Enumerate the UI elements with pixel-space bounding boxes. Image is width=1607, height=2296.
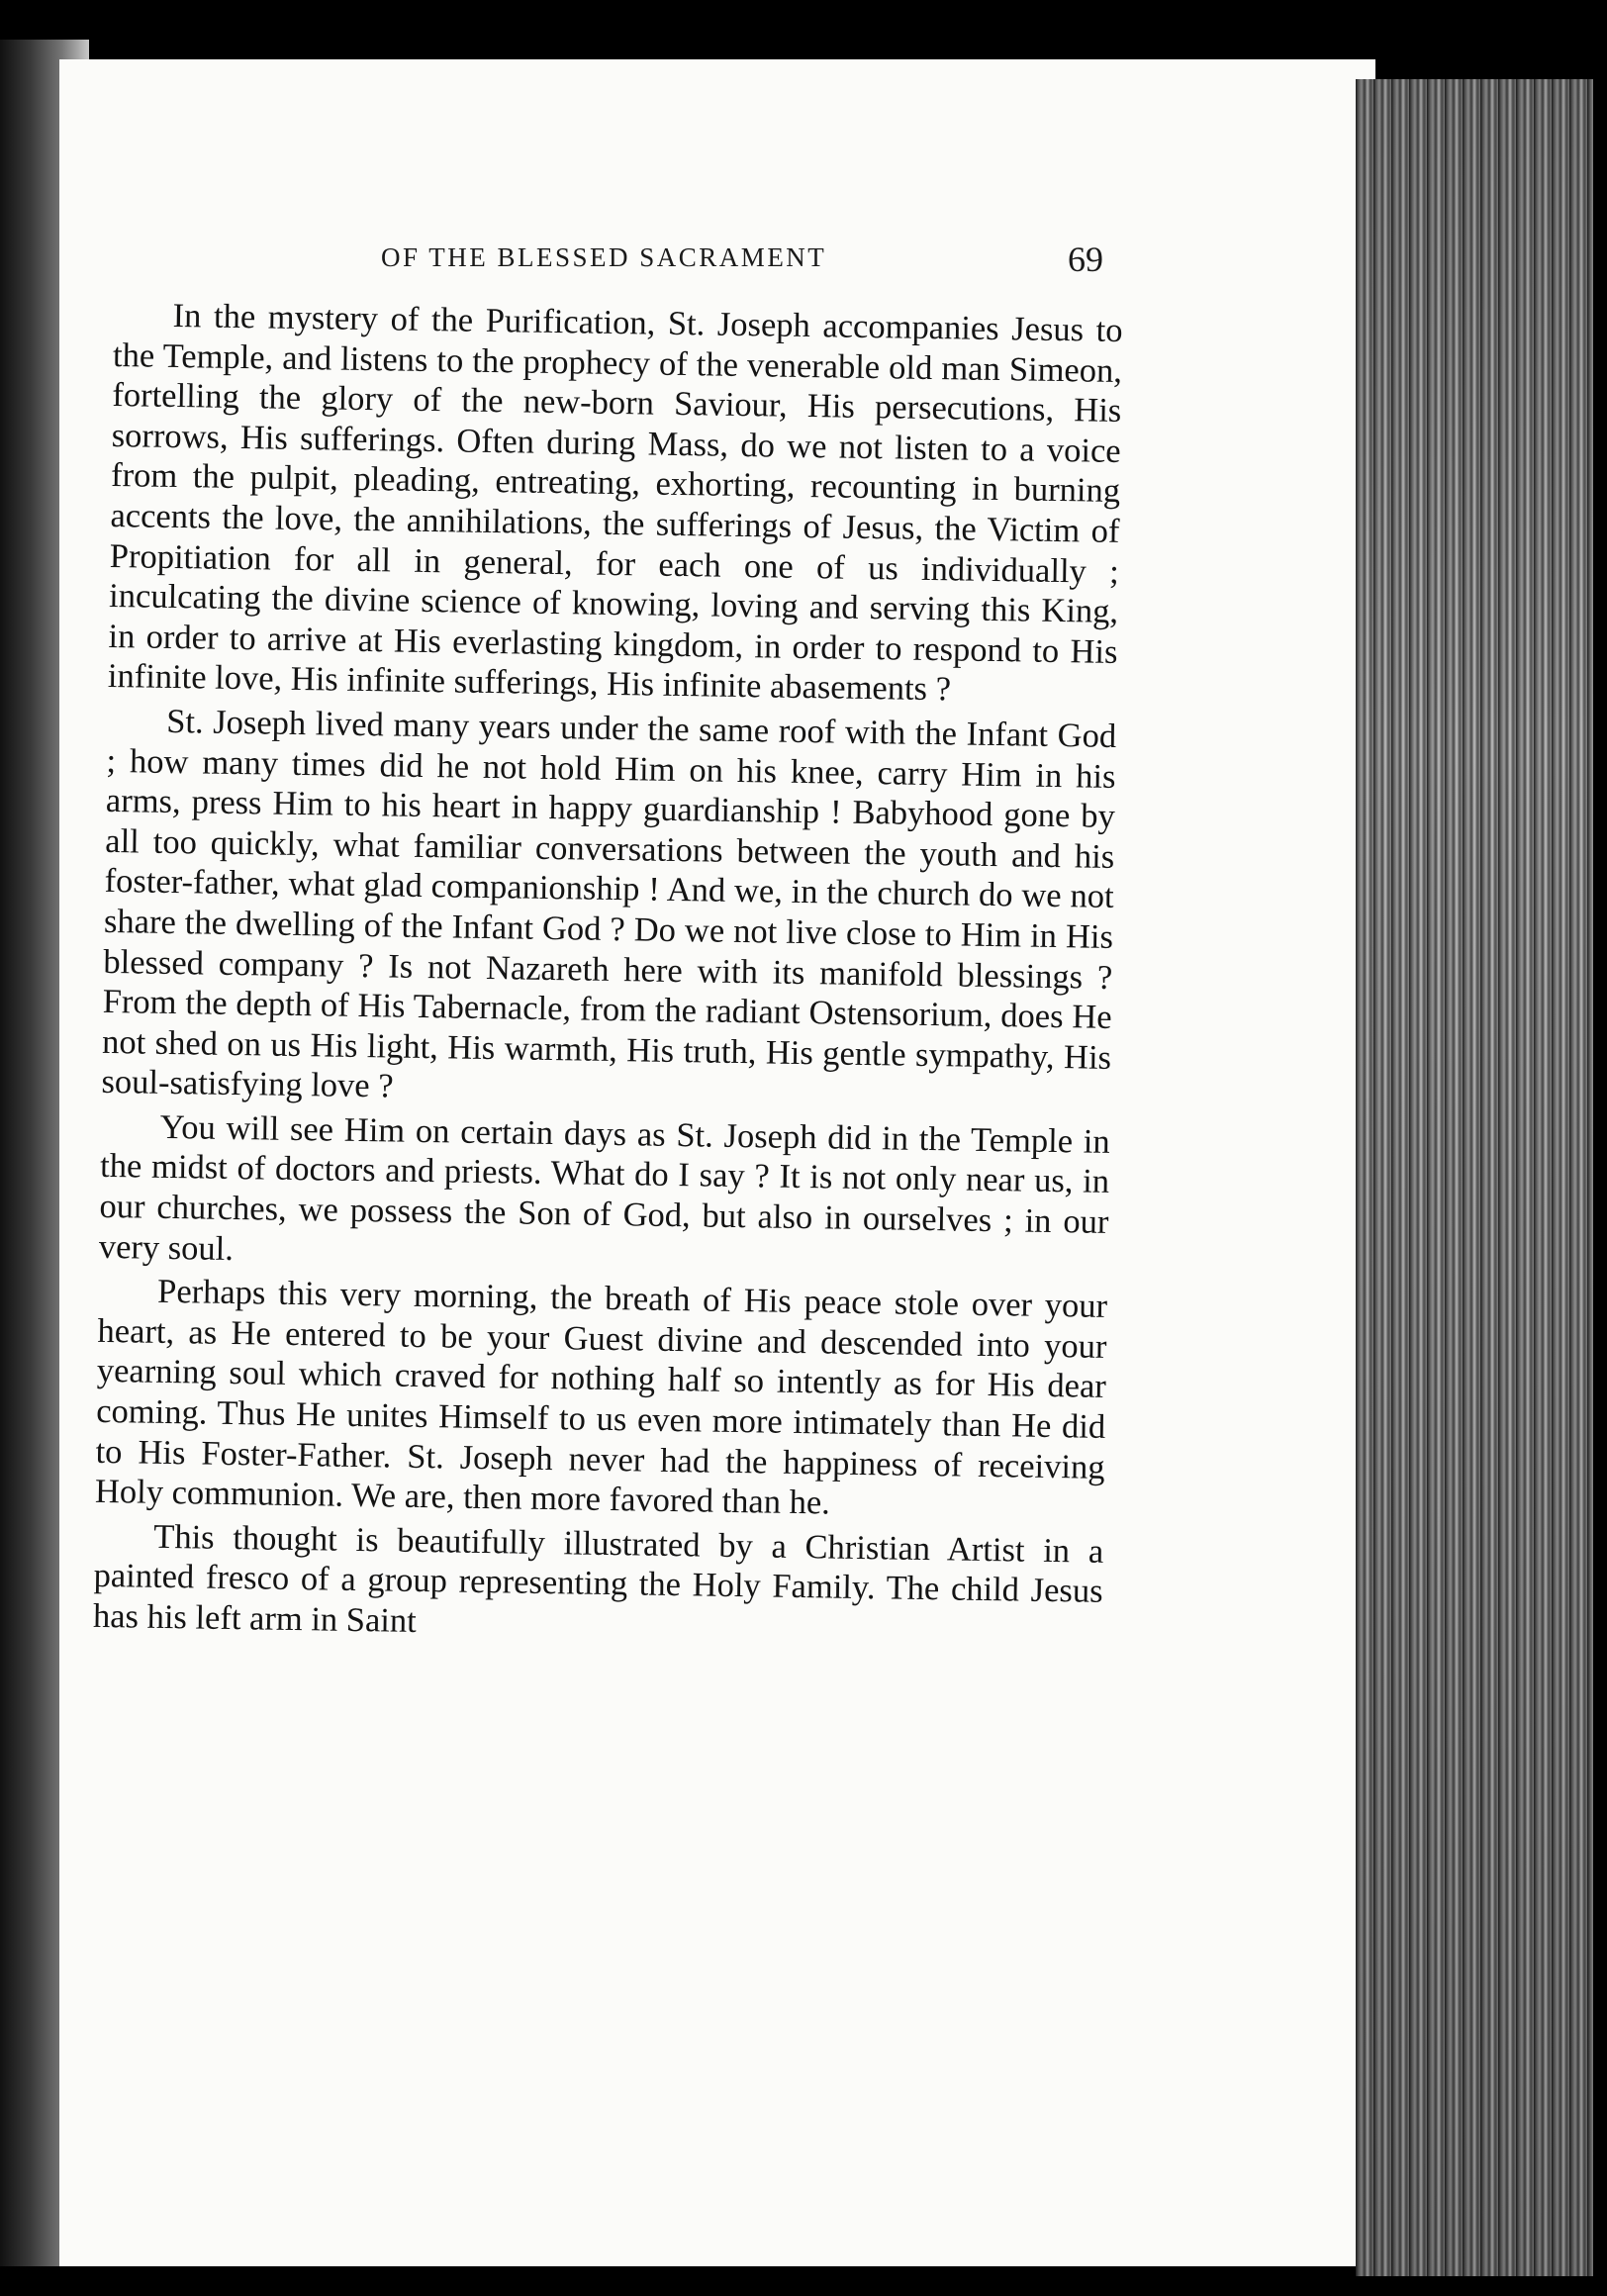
paragraph: In the mystery of the Purification, St. Joseph accompanies Jesus to the Temple, and listens to the prophecy of the venerable old man Simeon, fortelling the glory of the new-born Saviour, His persecutions, His sorrows, His sufferings. Often during Mass, do we not listen to a voice from the pulpit, pleading, entreating, exhorting, recounting in burning accents the love, the annihilations, the sufferings of Jesus, the Victim of Propitiation for all in general, for each one of us individually ; inculcating the divine science of knowing, loving and serving this King, in order to arrive at His everlasting kingdom, in order to respond to His infinite love, His infinite sufferings, His infinite abasements ? xyxy=(107,296,1123,709)
page-number: 69 xyxy=(1068,239,1103,279)
page-edges xyxy=(1356,79,1593,2276)
paragraph: You will see Him on certain days as St. Joseph did in the Temple in the midst of doctors and priests. What do I say ? It is not only near us, in our churches, we possess the Son of God, but also in ourselves ; in our very soul. xyxy=(98,1107,1110,1268)
body-text xyxy=(93,295,1123,1652)
paragraph: This thought is beautifully illustrated by a Christian Artist in a painted fresco of a group representing the Holy Family. The child Jesus has his left arm in Saint xyxy=(92,1517,1104,1640)
page-header xyxy=(233,239,1103,292)
paragraph: Perhaps this very morning, the breath of His peace stole over your heart, as He entered to be your Guest divine and descended into your yearning soul which craved for nothing half so intently as for His dear coming. Thus He unites Himself to us even more intimately than He did to His Foster-Father. St. Joseph never had the happiness of receiving Holy communion. We are, then more favored than he. xyxy=(94,1273,1108,1522)
running-head: OF THE BLESSED SACRAMENT xyxy=(381,242,827,272)
paragraph: St. Joseph lived many years under the same roof with the Infant God ; how many times did he not hold Him on his knee, carry Him in his arms, press Him to his heart in happy guardianship ! Babyhood gone by all too quickly, what familiar conversations between the youth and his foster-father, what glad companionship ! And we, in the church do we not share the dwelling of the Infant God ? Do we not live close to Him in His blessed company ? Is not Nazareth here with its manifold blessings ? From the depth of His Tabernacle, from the radiant Ostensorium, does He not shed on us His light, His warmth, His truth, His gentle sympathy, His soul-satisfying love ? xyxy=(101,702,1117,1105)
